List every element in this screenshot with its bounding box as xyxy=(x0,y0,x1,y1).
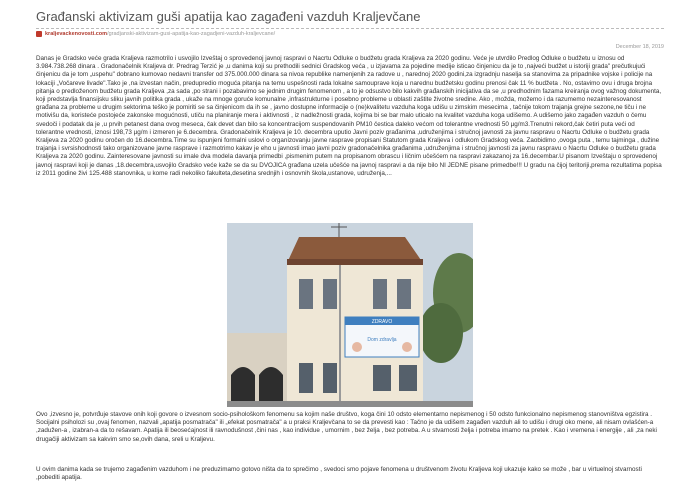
article-source xyxy=(36,31,275,37)
site-favicon-icon xyxy=(36,31,42,37)
article-photo xyxy=(227,223,473,407)
article-paragraph-2: Ovo ,izvesno je, potvrđuje stavove onih koji govore o izvesnom socio-psihološkom fenomenu sa kojim naše društvo, koga čini 10 odsto elementarno nepismenog i 50 odsto funkcionalno nepismenog stanovništva egzistira . Socijalni psiholozi su ,ovaj fenomen, nazvali „apatija posmatrača" ili „efekat posmatrača" a u praksi Kraljevčana to se da prevesti kao : Tačno je da udišem zagađen vazduh ali to udišu i drugi oko mene, ali nisam ovlašćen-a ,zadužen-a , izabran-a da to rešavam. Apatija ili beosećajnost ili ravnodušnost ,čini nas , kao individue , umornim , bez željа , bez potreba. A u stvarnosti želja i potreba imamo na pretek . Kao i vremena i energije , ali ,za neki drugačiji aktivizam sa kakvim smo se,ovih dana, sreli u Kraljevu. xyxy=(36,411,657,443)
sign-text-2: Dom zdravlja xyxy=(367,337,397,343)
building-photo-illustration xyxy=(227,223,473,407)
sign-text-1: ZDRAVO xyxy=(371,319,393,325)
source-domain-link[interactable]: kraljevackenovosti.com xyxy=(45,31,108,37)
article-title: Građanski aktivizam guši apatija kao zagađeni vazduh Kraljevčane xyxy=(36,9,421,24)
source-path: /gradjanski-aktivizam-gusi-apatija-kao-zagadjeni-vazduh-kraljevcane/ xyxy=(107,31,276,37)
title-divider xyxy=(36,28,664,29)
article-date: December 18, 2019 xyxy=(615,44,664,50)
article-paragraph-3: U ovim danima kada se trujemo zagađenim vazduhom i ne preduzimamo gotovo ništa da to sprečimo , svedoci smo pojave fenomena u društvenom životu Kraljeva koji ukazuje kako se može , bar u virtuelnoj stvarnosti ,pobediti apatija. xyxy=(36,466,642,482)
article-paragraph-1: Danas je Gradsko veće grada Kraljeva razmotrilo i usvojilo Izveštaj o sprovedenoj javnoj raspravi o Nacrtu Odluke o budžetu grada Kraljeva za 2020 godinu. Veće je utvrdilo Predlog Odluke o budžetu u iznosu od 3.984.738.268 dinara . Gradonačelnik Kraljeva dr. Predrag Terzić je ,u danima koji su prethodili sednici Gradskog veća , u izjavama za pojedine medije isticao činjenicu da je to ,najveći budžet u istoriji grada" prečutkujući činjenicu da je tom „uspehu" dobrano kumovao nedavni transfer od 375.000.000 dinara sa nivoa republike namenjenih za radove u , narednoj 2020 godini,za izgradnju naselja sa stanovima za pripadnike vojske i policije na lokaciji „Vočareve livade".Tako je ,na izvestan način, predupredio moguća pitanja na temu uspešnosti rada lokalne samouprave koja u narednu budžetsku godinu prenosi čak 11 % budžeta . No, ostavimo ovu i druga brojna pitanja o predloženom budžetu grada Kraljeva ,za sada ,po strani i pozabavimo se jednim drugim fenomenom , a to je odsustvo bilo kakvih građanskih inicijativa da se ,u predhodnim fazama kreiranja ovog važnog dokumenta, koji predstavlja finansijsku sliku javnih politika grada , ukaže na mnoge goruće komunalne ,infrastrukturne i posebno probleme u oblasti zaštite životne sredine. Ako , možda, možemo i da razumemo nezainteresovanost građana za probleme u drugim sektorima teško je pomiriti se sa činjenicom da ih se , javno dostupne informacije o (ne)kvalitetu vazduha koga udišu u zimskim mesecima , tačnije tokom trajanja grejne sezone,ne tiču i ne motivišu da, koristeće postojeće zakonske mogućnosti, utiču na planiranje mera i aktivnosti , iz nadležnosti grada, kojima bi se bar malo uticalo na kvalitet vazduha koga udišemo. A udišemo jako zagađen vazduh o čemu svedoči i podatak da je ,u prvih petanest dana ovog meseca, čak devet dan bilo sa koncentracijom suspendovanih PM10 čestica daleko većom od tolerantne vrednosti 50 µg/m3.Trenutni rekord,čak četiri puta veći od tolerantne vrednosti, iznosi 198,73 µg/m i izmeren je 6.decembra. Gradonačelnik Kraljeva je 10. decembra uputio Javni poziv građanima ,udruženjima i stručnoj javnosti za javnu raspravu o Nacrtu Odluke o budžetu grada Kraljeva za 2020 godinu oročen do 16.decembra.Time su ispunjeni formalni uslovi o organizovanju javne rasprave propisani Statutom grada Kraljeva i odlukom Gradskog veća. Zaobidimo ,ovoga puta , temu tajminga , dužine trajanja i svrsishodnosti tako organizovane javne rasprave i razmotrimo kakav je eho u javnosti imao javni poziv gradonačelnika građanima ,udruženjima i stručnoj javnosti za javnu raspravu o Nacrtu Odluke o budžetu grada Kraljeva za 2020 godinu. Zainteresovane javnosti su imale dva modela davanja primedbi ,pismenim putem na propisanom obrascu i ličnim učešćem na raspravi zakazanoj za 16.decembar.U pisanom Izveštaju o sprovedenoj javnoj raspravi koji je danas ,18.decembra,usvojilo Gradsko veće kaže se da su DVOJICA građana uzela učešće na javnoj raspravi a da nije bilo NI JEDNE pisane primedbe!!! U gradu na čijoj teritoriji,prema rezultatima popisa iz 2011 godine živi 125.488 stanovnika, u kome radi nekoliko fakulteta,desetina srednjih i osnovnih škola,ustanove, udruženja,... xyxy=(36,55,662,177)
